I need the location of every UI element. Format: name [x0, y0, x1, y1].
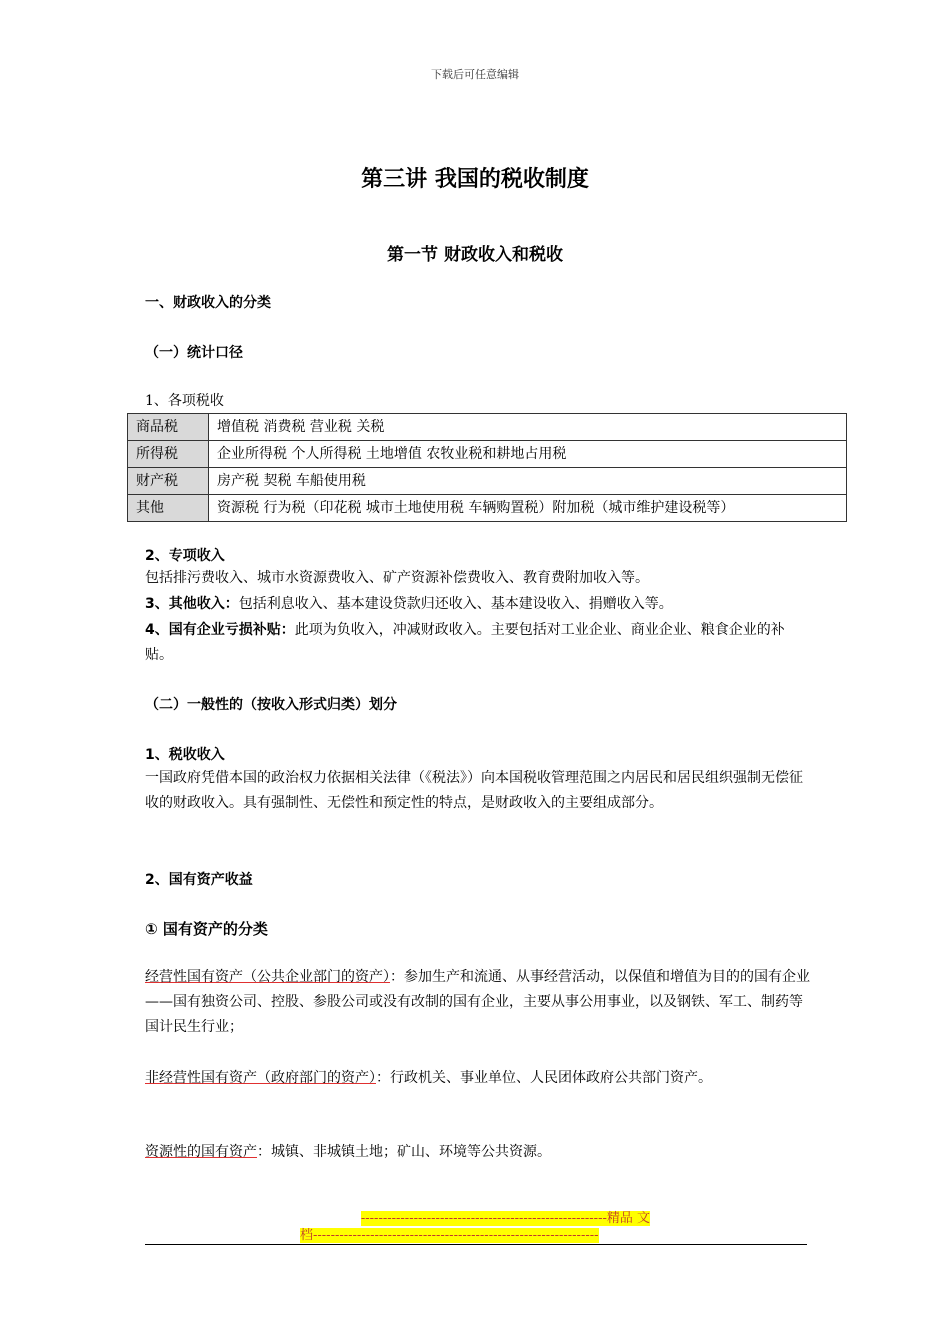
asset-resource-text: ：城镇、非城镇土地；矿山、环境等公共资源。: [257, 1144, 551, 1160]
tax-category: 商品税: [128, 414, 209, 441]
table-row: [128, 495, 847, 522]
subheading-general-division: （二）一般性的（按收入形式归类）划分: [145, 697, 397, 713]
footer-divider: [145, 1244, 807, 1245]
item-soe-subsidy: [145, 618, 810, 668]
table-row: [128, 468, 847, 495]
lecture-title: 第三讲 我国的税收制度: [361, 167, 589, 192]
asset-non-operating: [145, 1066, 810, 1091]
item-state-asset-income-label: 2、国有资产收益: [145, 872, 253, 888]
footer-mark-line2: 档-----------------------------------------------------------------: [300, 1228, 599, 1243]
tax-category: 财产税: [128, 468, 209, 495]
asset-operating: [145, 965, 810, 1040]
subheading-statistical-scope: （一）统计口径: [145, 345, 243, 361]
item-other-revenue-label: 3、其他收入：: [145, 596, 239, 612]
asset-non-operating-text: ：行政机关、事业单位、人民团体政府公共部门资产。: [376, 1070, 712, 1086]
table-row: [128, 414, 847, 441]
item-tax-revenue-label: 1、各项税收: [145, 393, 224, 409]
tax-table: [127, 413, 847, 522]
footer-watermark: [300, 1210, 650, 1244]
item-tax-income-text: 一国政府凭借本国的政治权力依据相关法律（《税法》）向本国税收管理范围之内居民和居民组织强制无偿征收的财政收入。具有强制性、无偿性和预定性的特点，是财政收入的主要组成部分。: [145, 770, 803, 811]
item-other-revenue: [145, 592, 810, 617]
item-soe-subsidy-text: 此项为负收入，冲减财政收入。主要包括对工业企业、商业企业、粮食企业的补贴。: [145, 622, 785, 663]
state-asset-classification-label: ① 国有资产的分类: [145, 920, 268, 938]
table-row: [128, 441, 847, 468]
tax-category: 所得税: [128, 441, 209, 468]
item-other-revenue-text: 包括利息收入、基本建设贷款归还收入、基本建设收入、捐赠收入等。: [238, 596, 673, 612]
asset-operating-term: 经营性国有资产（公共企业部门的资产）: [145, 969, 390, 985]
heading-revenue-classification: 一、财政收入的分类: [145, 295, 271, 311]
tax-items: 增值税 消费税 营业税 关税: [209, 414, 847, 441]
footer-mark-line1: --------------------------------------------------------精品 文: [360, 1211, 650, 1226]
asset-non-operating-term: 非经营性国有资产（政府部门的资产）: [145, 1070, 376, 1086]
tax-items: 资源税 行为税（印花税 城市土地使用税 车辆购置税）附加税（城市维护建设税等）: [209, 495, 847, 522]
tax-items: 企业所得税 个人所得税 土地增值 农牧业税和耕地占用税: [209, 441, 847, 468]
header-note: 下载后可任意编辑: [431, 68, 519, 81]
asset-resource: [145, 1140, 810, 1165]
item-tax-income-label: 1、税收收入: [145, 747, 225, 763]
section-title: 第一节 财政收入和税收: [387, 245, 563, 265]
item-special-revenue-label: 2、专项收入: [145, 548, 225, 564]
asset-operating-text: ：参加生产和流通、从事经营活动，以保值和增值为目的的国有企业——国有独资公司、控股、参股公司或没有改制的国有企业，主要从事公用事业，以及钢铁、军工、制药等国计民生行业；: [145, 969, 810, 1035]
item-soe-subsidy-label: 4、国有企业亏损补贴：: [145, 622, 295, 638]
tax-items: 房产税 契税 车船使用税: [209, 468, 847, 495]
asset-resource-term: 资源性的国有资产: [145, 1144, 257, 1160]
tax-category: 其他: [128, 495, 209, 522]
item-special-revenue-text: 包括排污费收入、城市水资源费收入、矿产资源补偿费收入、教育费附加收入等。: [145, 570, 649, 586]
